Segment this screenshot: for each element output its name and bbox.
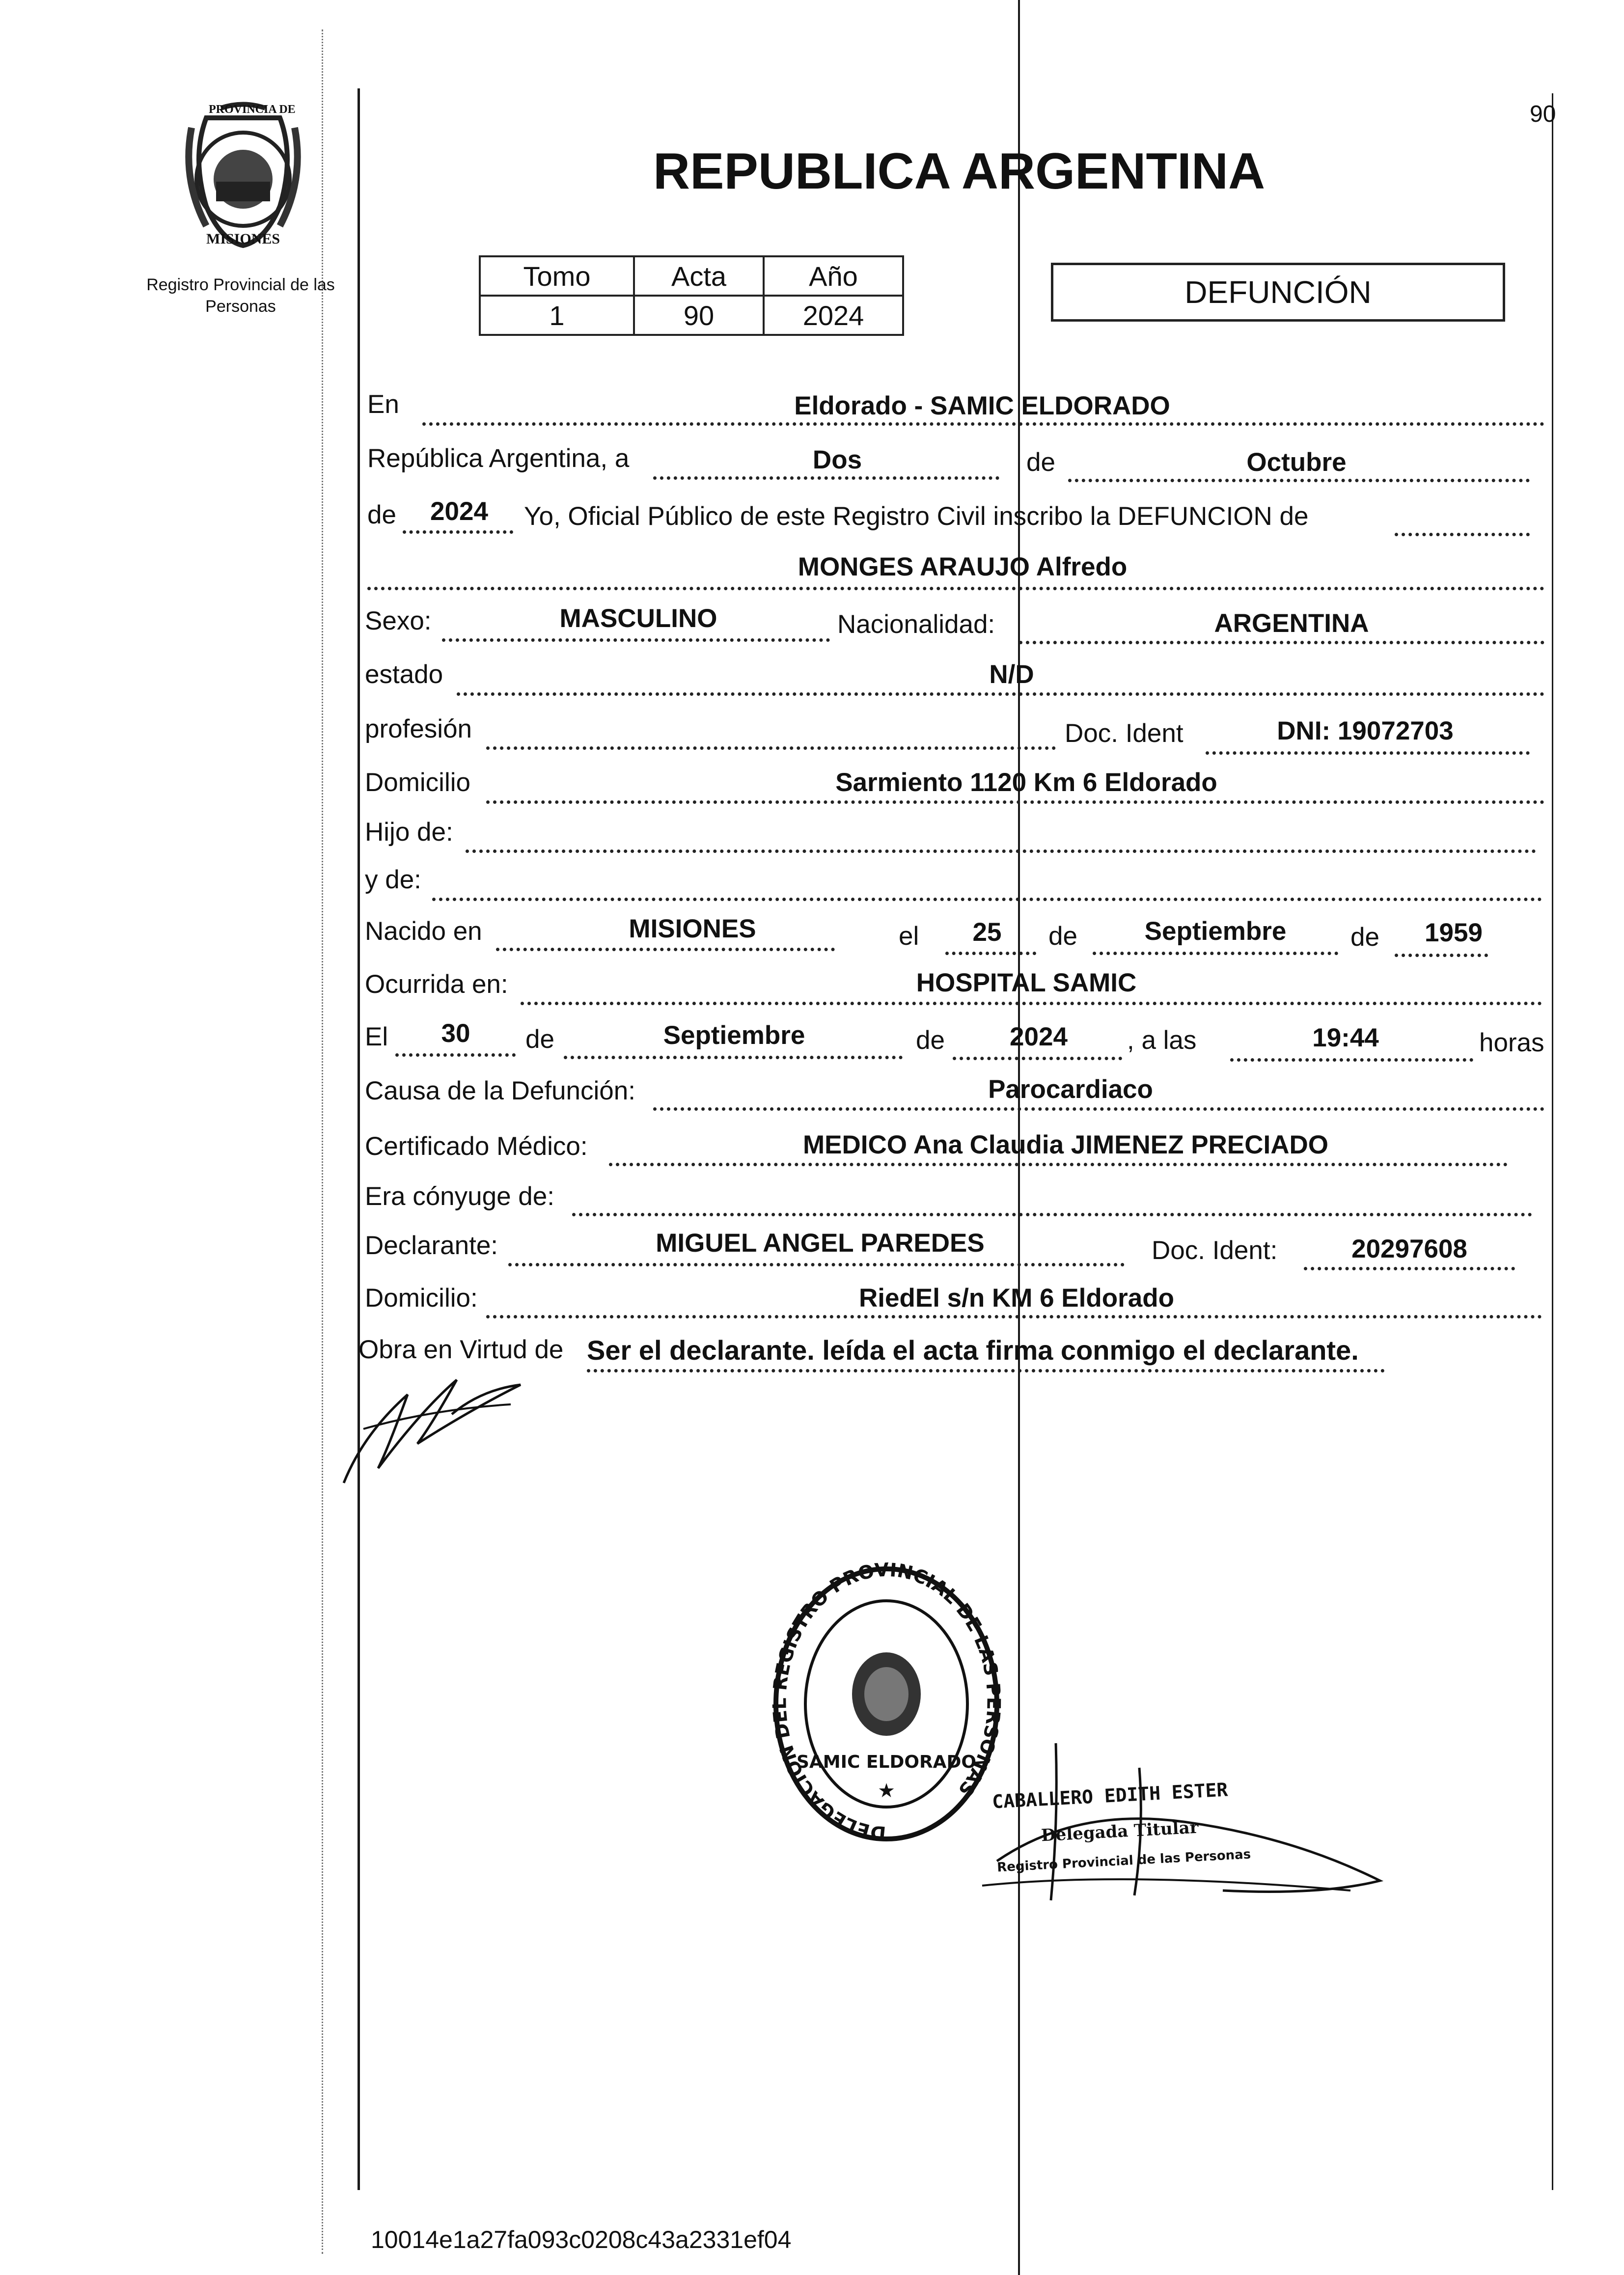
seal-ring-text: DELEGACION DE REGISTRO PROVINCIAL DE LAS SONAS [771, 1562, 1002, 1844]
dots-domicilio [486, 800, 1544, 804]
label-en: En [367, 390, 399, 419]
label-obra: Obra en Virtud de [358, 1335, 564, 1364]
label-profesion: profesión [365, 714, 472, 743]
value-nombre: MONGES ARAUJO Alfredo [798, 552, 1128, 581]
value-anio: 2024 [430, 497, 488, 526]
value-nacido-en: MISIONES [629, 914, 756, 943]
label-a-las: , a las [1127, 1026, 1197, 1055]
dots-yo-end [1395, 533, 1530, 536]
value-declarante: MIGUEL ANGEL PAREDES [656, 1229, 985, 1258]
value-doc-ident: DNI: 19072703 [1277, 716, 1454, 745]
label-ocurrida-en: Ocurrida en: [365, 970, 508, 999]
label-nacido-en: Nacido en [365, 917, 482, 946]
col-acta: Acta [634, 256, 764, 296]
value-hora: 19:44 [1312, 1023, 1379, 1052]
value-certificado: MEDICO Ana Claudia JIMENEZ PRECIADO [803, 1130, 1328, 1159]
value-estado: N/D [989, 660, 1034, 689]
dots-estado [457, 692, 1544, 696]
label-hijo-de: Hijo de: [365, 818, 453, 847]
svg-text:★: ★ [878, 1780, 895, 1802]
dots-nac-anio [1395, 954, 1488, 957]
label-de-def-anio: de [916, 1026, 945, 1055]
dots-certificado [609, 1163, 1508, 1166]
dots-sexo [442, 638, 830, 642]
seal-inner-text: SAMIC ELDORADO [796, 1752, 977, 1772]
record-table-values [480, 296, 903, 335]
dots-nacionalidad [1019, 641, 1544, 644]
logo-text-bottom: MISIONES [206, 231, 280, 247]
value-domicilio: Sarmiento 1120 Km 6 Eldorado [835, 768, 1217, 797]
dots-en [422, 422, 1544, 426]
document-hash: 10014e1a27fa093c0208c43a2331ef04 [371, 2226, 792, 2253]
label-domicilio-declarante: Domicilio: [365, 1284, 478, 1313]
dots-conyuge [572, 1213, 1532, 1216]
anio-value: 2024 [764, 296, 903, 335]
dots-y-de [432, 898, 1542, 901]
value-dia: Dos [812, 445, 862, 474]
col-tomo: Tomo [480, 256, 634, 296]
right-border-line [1552, 93, 1553, 2190]
value-sexo: MASCULINO [559, 604, 717, 633]
label-de-anio: de [367, 500, 396, 529]
page-title: REPUBLICA ARGENTINA [653, 143, 1266, 200]
label-yo: Yo, Oficial Público de este Registro Civil inscribo la DEFUNCION de [524, 502, 1309, 531]
label-certificado: Certificado Médico: [365, 1132, 588, 1161]
label-conyuge: Era cónyuge de: [365, 1182, 554, 1211]
label-sexo: Sexo: [365, 606, 432, 635]
value-lugar: Eldorado - SAMIC ELDORADO [794, 391, 1170, 420]
logo-text-top: PROVINCIA DE [209, 103, 296, 116]
record-table-header [480, 256, 903, 296]
label-doc-ident: Doc. Ident [1065, 719, 1184, 748]
label-de-def-mes: de [525, 1025, 554, 1054]
stamp-title: Delegada Titular [1041, 1817, 1199, 1846]
value-def-dia: 30 [441, 1019, 470, 1048]
value-nac-dia: 25 [972, 918, 1002, 947]
value-def-anio: 2024 [1010, 1022, 1068, 1051]
acta-value: 90 [634, 296, 764, 335]
page-number: 90 [1530, 101, 1556, 127]
col-anio: Año [764, 256, 903, 296]
value-declarante-doc: 20297608 [1351, 1234, 1467, 1263]
left-border-line [358, 88, 360, 2190]
dots-mes [1068, 479, 1530, 482]
dots-def-dia [395, 1053, 516, 1057]
dots-nac-dia [945, 952, 1036, 955]
dots-declarante-doc [1304, 1267, 1515, 1270]
label-de-nac-mes: de [1048, 922, 1077, 951]
value-domicilio-declarante: RiedEl s/n KM 6 Eldorado [859, 1284, 1174, 1313]
dots-def-mes [564, 1056, 903, 1059]
label-horas: horas [1479, 1028, 1544, 1057]
dots-profesion [486, 746, 1056, 750]
stamp-name: CABALLERO EDITH ESTER [991, 1779, 1229, 1813]
dots-def-anio [953, 1057, 1122, 1060]
dots-nac-mes [1093, 952, 1338, 955]
dots-hora [1230, 1058, 1473, 1062]
value-ocurrida-en: HOSPITAL SAMIC [916, 968, 1137, 997]
official-seal [771, 1562, 1002, 1846]
dots-doc-ident [1206, 751, 1530, 755]
tomo-value: 1 [480, 296, 634, 335]
stamp-registry: Registro Provincial de las Personas [996, 1847, 1251, 1875]
scan-margin-line [322, 29, 323, 2254]
logo-caption: Registro Provincial de las Personas [146, 275, 335, 316]
dots-causa [653, 1107, 1544, 1111]
label-el-nac: el [899, 922, 919, 951]
label-republica: República Argentina, a [367, 444, 630, 473]
dots-dia [653, 476, 999, 480]
dots-obra [587, 1369, 1385, 1372]
label-de-mes: de [1026, 448, 1055, 477]
dots-domicilio-declarante [486, 1315, 1542, 1318]
dots-declarante [508, 1263, 1125, 1266]
label-nacionalidad: Nacionalidad: [837, 610, 995, 639]
dots-nacido-en [496, 948, 835, 951]
label-de-nac-anio: de [1350, 923, 1379, 952]
label-y-de: y de: [365, 865, 421, 894]
record-table [479, 255, 904, 336]
dots-hijo-de [466, 850, 1536, 853]
value-mes: Octubre [1246, 448, 1347, 477]
value-obra: Ser el declarante. leída el acta firma conmigo el declarante. [587, 1335, 1359, 1366]
dots-nombre [367, 587, 1544, 590]
label-doc-ident-declarante: Doc. Ident: [1152, 1236, 1278, 1265]
value-nacionalidad: ARGENTINA [1214, 609, 1369, 638]
value-def-mes: Septiembre [663, 1021, 805, 1050]
dots-anio [403, 530, 513, 534]
dots-ocurrida-en [521, 1002, 1542, 1005]
signature-official [334, 1350, 540, 1488]
label-declarante: Declarante: [365, 1231, 498, 1260]
label-estado: estado [365, 660, 443, 689]
label-el-def: El [365, 1022, 388, 1051]
province-logo [162, 98, 324, 260]
value-nac-anio: 1959 [1425, 918, 1483, 947]
label-causa: Causa de la Defunción: [365, 1076, 635, 1105]
value-nac-mes: Septiembre [1144, 917, 1287, 946]
value-causa: Parocardiaco [988, 1075, 1153, 1104]
record-type-box: DEFUNCIÓN [1051, 263, 1505, 322]
label-domicilio: Domicilio [365, 768, 470, 797]
